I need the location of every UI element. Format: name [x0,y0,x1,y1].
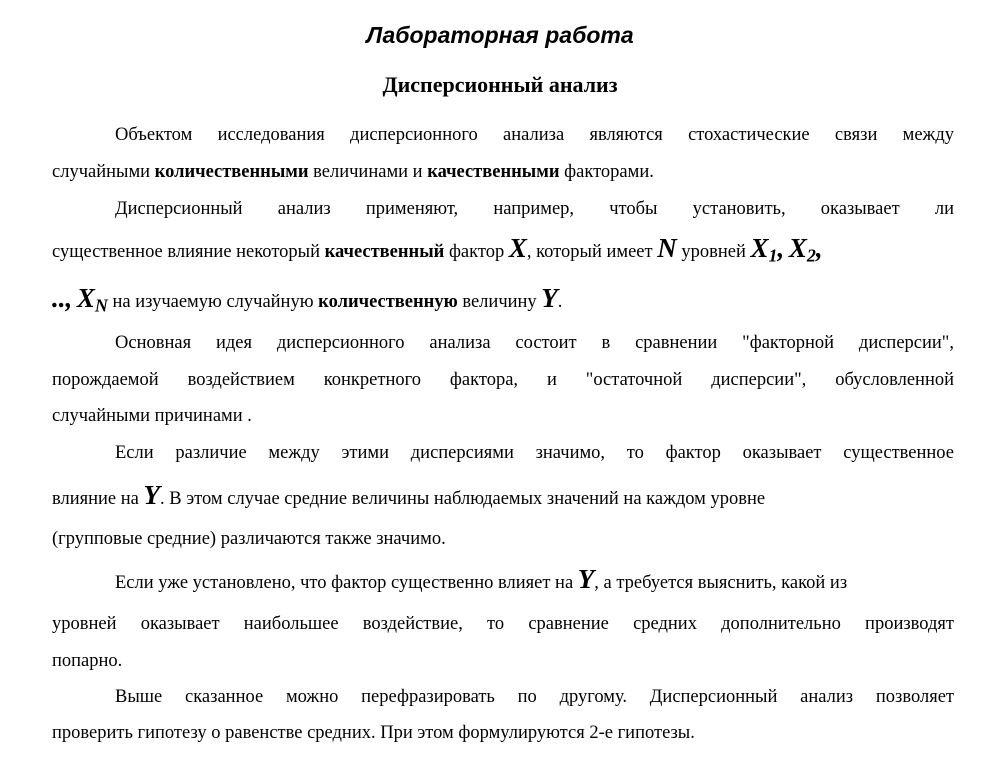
document-subtitle: Дисперсионный анализ [382,72,618,97]
variable-y: Y [143,480,161,510]
p3-line3: случайными причинами . [52,406,252,426]
variable-x: X [508,233,527,263]
variable-y: Y [541,283,558,313]
p1-line1: Объектом исследования дисперсионного анализа являются стохастические связи между [115,125,954,145]
p4-line3: (групповые средние) различаются также значимо. [52,529,446,549]
p6-line1: Выше сказанное можно перефразировать по другому. Дисперсионный анализ позволяет [115,687,954,707]
p4-line2: влияние на Y. В этом случае средние величины наблюдаемых значений на каждом уровне [52,480,766,510]
p4-line1: Если различие между этими дисперсиями значимо, то фактор оказывает существенное [115,443,954,463]
p5-line2: уровней оказывает наибольшее воздействие, то сравнение средних дополнительно производят [52,614,954,634]
p2-line3: .., $X_N$ на изучаемую случайную количественную величину Y. [52,283,563,316]
document-title: Лабораторная работа [366,22,634,48]
p2-line2: существенное влияние некоторый качественный фактор X, который имеет N уровней $X_1$, $X_2$, [52,233,823,266]
p3-line2: порождаемой воздействием конкретного фактора, и "остаточной дисперсии", обусловленной [52,370,954,390]
p1-line2: случайными количественными величинами и качественными факторами. [52,162,654,182]
p6-line2: проверить гипотезу о равенстве средних. При этом формулируются 2-е гипотезы. [52,723,695,743]
variable-y: Y [577,564,595,594]
p5-line1: Если уже установлено, что фактор существенно влияет на Y, а требуется выяснить, какой из [115,564,848,594]
variable-n: N [657,233,677,263]
p3-line1: Основная идея дисперсионного анализа состоит в сравнении "факторной дисперсии", [115,333,954,353]
p2-line1: Дисперсионный анализ применяют, например, чтобы установить, оказывает ли [115,199,954,219]
p5-line3: попарно. [52,651,123,671]
